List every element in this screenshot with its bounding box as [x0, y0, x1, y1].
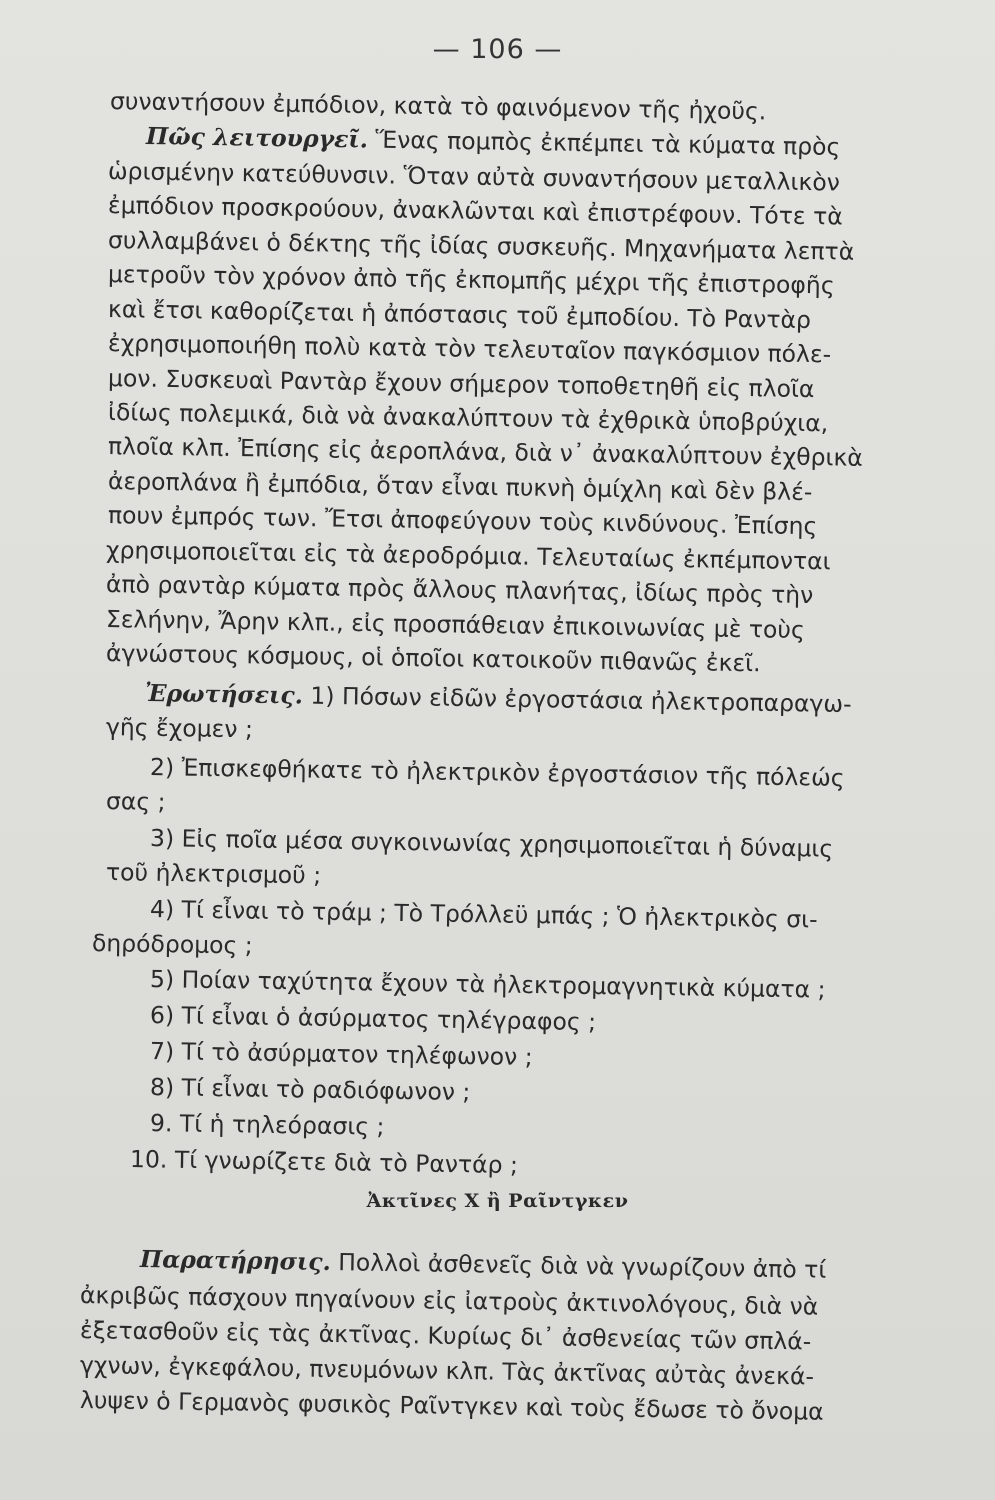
- section-heading: Ἀκτῖνες Χ ἢ Ραῖντγκεν: [366, 1190, 629, 1212]
- line-text: 5) Ποίαν ταχύτητα ἔχουν τὰ ἠλεκτρομαγνητικὰ κύματα ;: [149, 965, 826, 1004]
- line-text: ἰδίως πολεμικά, διὰ νὰ ἀνακαλύπτουν τὰ ἐχθρικὰ ὑποβρύχια,: [107, 398, 829, 438]
- text-line: [106, 857, 322, 890]
- text-line: [110, 86, 767, 126]
- text-line: [108, 190, 843, 232]
- line-text: συλλαμβάνει ὁ δέκτης τῆς ἰδίας συσκευῆς. Μηχανήματα λεπτὰ: [107, 226, 855, 266]
- line-text: 10. Τί γνωρίζετε διὰ τὸ Ραντάρ ;: [129, 1145, 519, 1180]
- text-line: [150, 1108, 385, 1142]
- line-text: μετροῦν τὸν χρόνον ἀπὸ τῆς ἐκπομπῆς μέχρι τῆς ἐπιστροφῆς: [107, 260, 835, 300]
- text-line: [80, 1315, 812, 1356]
- text-line: [130, 1144, 518, 1180]
- text-line: [150, 964, 826, 1005]
- line-text: γχνων, ἐγκεφάλου, πνευμόνων κλπ. Τὰς ἀκτῖνας αὐτὰς ἀνεκά-: [79, 1351, 815, 1391]
- line-text: συναντήσουν ἐμπόδιον, κατὰ τὸ φαινόμενον τῆς ἠχοῦς.: [109, 87, 767, 126]
- line-text: χρησιμοποιεῖται εἰς τὰ ἀεροδρόμια. Τελευταίως ἐκπέμπονται: [105, 536, 831, 576]
- line-text: 8) Τί εἶναι τὸ ραδιόφωνον ;: [149, 1073, 471, 1107]
- line-text: ἐχρησιμοποιήθη πολὺ κατὰ τὸν τελευταῖον παγκόσμιον πόλε-: [107, 329, 832, 369]
- text-line: [106, 638, 761, 678]
- text-line: [80, 1280, 819, 1322]
- line-text: γῆς ἔχομεν ;: [105, 713, 254, 744]
- line-text: 9. Τί ἡ τηλεόρασις ;: [149, 1109, 385, 1141]
- line-text: ἐξετασθοῦν εἰς τὰς ἀκτῖνας. Κυρίως δι᾽ ἀσθενείας τῶν σπλά-: [79, 1316, 812, 1356]
- text-line: [108, 328, 832, 369]
- text-line: [106, 712, 253, 744]
- paragraph-lead: Πῶς λειτουργεῖ.: [145, 122, 369, 154]
- line-text: 2) Ἐπισκεφθήκατε τὸ ἠλεκτρικὸν ἐργοστάσιον τῆς πόλεώς: [149, 753, 845, 792]
- text-line: [150, 894, 818, 934]
- text-line: [92, 928, 253, 961]
- line-text: 4) Τί εἶναι τὸ τράμ ; Τὸ Τρόλλεϋ μπάς ; Ὁ ἠλεκτρικὸς σι-: [149, 895, 818, 934]
- line-text: 1) Πόσων εἰδῶν ἐργοστάσια ἠλεκτροπαραγω-: [302, 681, 852, 719]
- line-text: λυψεν ὁ Γερμανὸς φυσικὸς Ραῖντγκεν καὶ τοὺς ἔδωσε τὸ ὄνομα: [79, 1386, 824, 1426]
- paragraph-lead: Ἐρωτήσεις.: [144, 679, 304, 710]
- line-text: δηρόδρομος ;: [91, 929, 253, 960]
- line-text: Ἕνας πομπὸς ἐκπέμπει τὰ κύματα πρὸς: [367, 125, 841, 161]
- line-text: ἐμπόδιον προσκρούουν, ἀνακλῶνται καὶ ἐπιστρέφουν. Τότε τὰ: [107, 191, 843, 231]
- text-line: [150, 823, 834, 864]
- line-text: ἀγνώστους κόσμους, οἱ ὁποῖοι κατοικοῦν πιθανῶς ἐκεῖ.: [105, 639, 761, 678]
- line-text: πουν ἐμπρός των. Ἔτσι ἀποφεύγουν τοὺς κινδύνους. Ἐπίσης: [107, 501, 818, 541]
- text-line: [108, 259, 835, 300]
- line-text: σας ;: [105, 787, 166, 816]
- line-text: 6) Τί εἶναι ὁ ἀσύρματος τηλέγραφος ;: [149, 1001, 597, 1037]
- line-text: ὡρισμένην κατεύθυνσιν. Ὅταν αὐτὰ συναντήσουν μεταλλικὸν: [107, 157, 841, 197]
- text-line: [150, 1036, 533, 1072]
- text-line: [106, 569, 814, 610]
- text-line: [146, 121, 841, 162]
- text-line: [140, 1244, 827, 1285]
- line-text: τοῦ ἠλεκτρισμοῦ ;: [105, 858, 322, 890]
- line-text: ἀκριβῶς πάσχουν πηγαίνουν εἰς ἰατροὺς ἀκτινολόγους, διὰ νὰ: [79, 1281, 819, 1321]
- line-text: ἀπὸ ραντὰρ κύματα πρὸς ἄλλους πλανήτας, ἰδίως πρὸς τὴν: [105, 570, 814, 610]
- line-text: πλοῖα κλπ. Ἐπίσης εἰς ἀεροπλάνα, διὰ ν᾽ ἀνακαλύπτουν ἐχθρικὰ: [107, 432, 864, 472]
- line-text: ἀεροπλάνα ἢ ἐμπόδια, ὅταν εἶναι πυκνὴ ὁμίχλη καὶ δὲν βλέ-: [107, 467, 813, 507]
- text-line: [80, 1350, 814, 1392]
- text-line: [145, 678, 852, 719]
- line-text: καὶ ἔτσι καθορίζεται ἡ ἀπόστασις τοῦ ἐμποδίου. Τὸ Ραντὰρ: [107, 295, 812, 335]
- paragraph-lead: Παρατήρησις.: [139, 1245, 332, 1276]
- text-line: [150, 752, 845, 793]
- text-line: [106, 786, 166, 817]
- line-text: μον. Συσκευαὶ Ραντὰρ ἔχουν σήμερον τοποθετηθῆ εἰς πλοῖα: [107, 364, 815, 404]
- text-line: [80, 1385, 824, 1427]
- line-text: Σελήνην, Ἄρην κλπ., εἰς προσπάθειαν ἐπικοινωνίας μὲ τοὺς: [105, 605, 806, 644]
- page-number: — 106 —: [432, 34, 563, 65]
- text-line: [108, 431, 863, 473]
- text-line: [108, 500, 818, 541]
- text-line: [150, 1000, 596, 1037]
- line-text: 7) Τί τὸ ἀσύρματον τηλέφωνον ;: [149, 1037, 533, 1072]
- text-line: [150, 1072, 471, 1107]
- line-text: 3) Εἰς ποῖα μέσα συγκοινωνίας χρησιμοποιεῖται ἡ δύναμις: [149, 824, 834, 863]
- line-text: Πολλοὶ ἀσθενεῖς διὰ νὰ γνωρίζουν ἀπὸ τί: [330, 1247, 827, 1284]
